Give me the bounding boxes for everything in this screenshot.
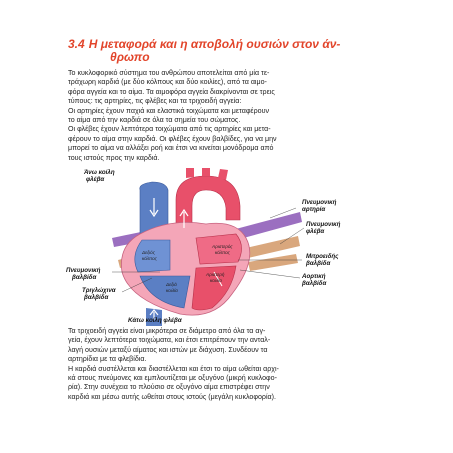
text-line: λαγή ουσιών μεταξύ αίματος και ιστών με διάχυση. Συνδέουν τα — [68, 345, 268, 354]
pulmonary-vein-label-2: φλέβα — [306, 228, 325, 235]
heart-diagram — [0, 168, 453, 328]
section-title-line-2: θρωπο — [110, 50, 150, 64]
superior-vena-cava-label-1: Άνω κοίλη — [84, 169, 115, 176]
pulmonary-vein-label-1: Πνευμονική — [306, 221, 341, 228]
text-line: το αίμα από την καρδιά σε όλα τα σημεία του σώματος. — [68, 116, 241, 125]
pulmonary-vein-lower — [248, 254, 298, 271]
intro-paragraph — [68, 69, 398, 163]
aortic-valve-label-1: Αορτική — [302, 273, 326, 280]
text-line: τους ιστούς προς την καρδιά. — [68, 153, 160, 162]
section-title-line-1: Η μεταφορά και η αποβολή ουσιών στον άν- — [88, 37, 341, 51]
aorta-branch-1 — [186, 168, 194, 178]
mitral-valve-label-2: βαλβίδα — [306, 260, 331, 267]
left-atrium — [196, 234, 242, 264]
text-line: Τα τριχοειδή αγγεία είναι μικρότερα σε διάμετρο από όλα τα αγ- — [68, 327, 266, 335]
pulmonary-valve-label-2: βαλβίδα — [72, 274, 97, 281]
leader-line — [240, 270, 300, 278]
text-line: γεία, έχουν λεπτότερα τοιχώματα, και έτσι επιτρέπουν την ανταλ- — [68, 336, 271, 345]
text-line: αρτηρίδια με τα φλεβίδια. — [68, 355, 147, 364]
text-line: καρδιά και μέσω αυτής ωθείται στους ιστούς (μεγάλη κυκλοφορία). — [68, 392, 276, 401]
text-line: τράχωρη καρδιά (με δύο κόλπους και δύο κοιλίες), από τα αιμο- — [68, 78, 267, 87]
text-line: Οι φλέβες έχουν λεπτότερα τοιχώματα από τις αρτηρίες και μετα- — [68, 125, 271, 134]
right-atrium-label-2: κόλπος — [142, 256, 157, 261]
aorta-branch-2 — [202, 168, 210, 176]
aorta-label: Αορτή — [196, 193, 217, 200]
text-line: Η καρδιά συστέλλεται και διαστέλλεται και έτσι το αίμα ωθείται αρχι- — [68, 364, 279, 373]
inferior-vena-cava-label: Κάτω κοίλη φλέβα — [128, 317, 182, 324]
text-line: κά στους πνεύμονες και εμπλουτίζεται με οξυγόνο (μικρή κυκλοφο- — [68, 374, 277, 383]
aortic-valve-label-2: βαλβίδα — [302, 280, 327, 287]
left-ventricle-label-2: κοιλία — [210, 278, 222, 283]
superior-vena-cava-label-2: φλέβα — [86, 176, 105, 183]
right-ventricle-label-1: Δεξιά — [166, 282, 177, 287]
mitral-valve-label-1: Μιτροειδής — [306, 253, 339, 260]
text-line: ρία). Στην συνέχεια το πλούσιο σε οξυγόνο αίμα επιστρέφει στην — [68, 383, 270, 392]
section-heading — [68, 38, 398, 64]
pulmonary-valve-label-1: Πνευμονική — [66, 267, 101, 274]
text-line: Οι αρτηρίες έχουν παχιά και ελαστικά τοιχώματα και μεταφέρουν — [68, 106, 270, 115]
text-line: μπορεί το αίμα να αλλάξει ροή και έτσι να κινείται μονόδρομα από — [68, 144, 274, 153]
section-number: 3.4 — [68, 37, 85, 51]
pulmonary-artery-label-2: αρτηρία — [302, 206, 326, 213]
text-line: φόρα αγγεία και το αίμα. Τα αιμοφόρα αγγεία διακρίνονται σε τρεις — [68, 87, 275, 96]
text-line: τύπους: τις αρτηρίες, τις φλέβες και τα τριχοειδή αγγεία: — [68, 97, 242, 106]
left-atrium-label-1: Αριστερός — [212, 244, 233, 249]
aorta-branch-3 — [218, 169, 228, 180]
left-atrium-label-2: κόλπος — [215, 250, 230, 255]
tricuspid-valve-label-1: Τριγλώχινα — [82, 287, 116, 294]
text-line: φέρουν το αίμα στην καρδιά. Οι φλέβες έχουν βαλβίδες, για να μην — [68, 134, 277, 143]
outro-paragraph — [68, 327, 398, 402]
tricuspid-valve-label-2: βαλβίδα — [84, 294, 109, 301]
right-ventricle-label-2: κοιλία — [166, 288, 178, 293]
heart-illustration — [0, 168, 453, 328]
right-atrium-label-1: Δεξιός — [142, 250, 155, 255]
text-line: Το κυκλοφορικό σύστημα του ανθρώπου αποτελείται από μία τε- — [68, 69, 270, 77]
pulmonary-artery-label-1: Πνευμονική — [302, 199, 337, 206]
left-ventricle-label-1: Αριστερή — [206, 272, 225, 277]
